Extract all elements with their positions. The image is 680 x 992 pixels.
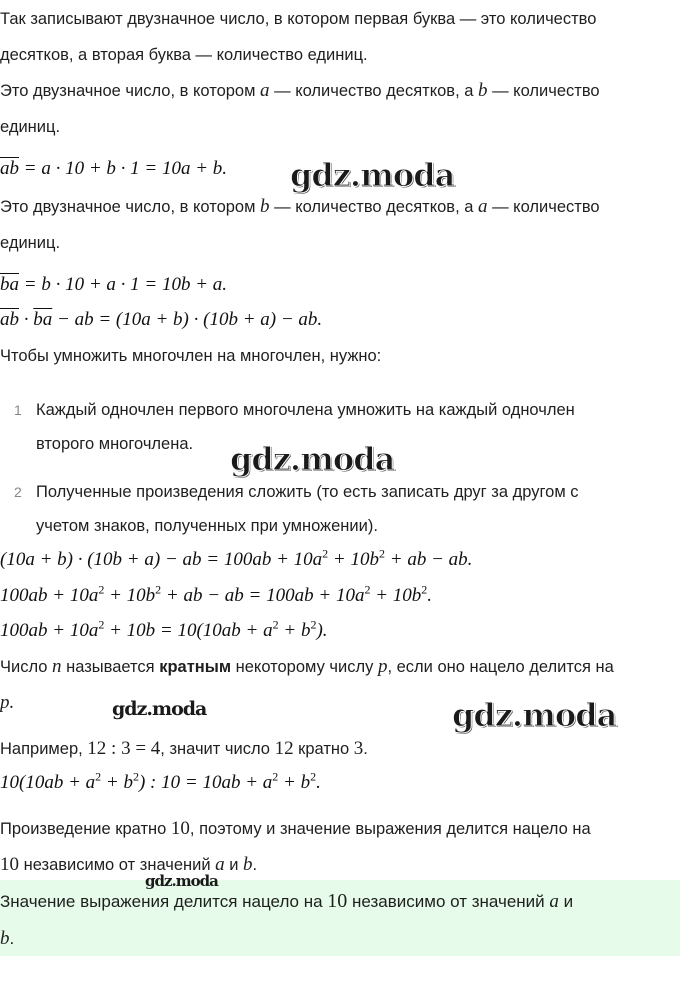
paragraph-line: Так записывают двузначное число, в котором первая буква — это количество bbox=[0, 10, 597, 28]
paragraph-line: десятков, а вторая буква — количество единиц. bbox=[0, 46, 368, 64]
equation: $100ab + 10a^2 + 10b^2$ + ab − ab = $100ab + 10a^2 + 10b^2$. bbox=[0, 582, 433, 606]
paragraph-line: Число n называется кратным некоторому числу p, если оно нацело делится на bbox=[0, 656, 614, 677]
list-number: 1 bbox=[14, 402, 22, 418]
list-item-text: учетом знаков, полученных при умножении). bbox=[36, 517, 378, 535]
watermark-logo: gdz.moda bbox=[112, 698, 207, 720]
paragraph-line: единиц. bbox=[0, 118, 61, 136]
equation: (10a + b) · (10b + a) − ab = $100ab + 10a^2 + 10b^2$ + ab − ab. bbox=[0, 546, 473, 570]
list-item-text: Полученные произведения сложить (то есть записать друг за другом с bbox=[36, 483, 579, 501]
watermark-logo: gdz.moda bbox=[452, 696, 617, 734]
equation: $\overline{ab} \cdot \overline{ba}$ − ab = (10a + b) · (10b + a) − ab. bbox=[0, 309, 323, 330]
paragraph-line: p. bbox=[0, 692, 15, 713]
watermark-logo: gdz.moda bbox=[145, 872, 218, 890]
watermark-logo: gdz.moda bbox=[290, 156, 455, 194]
paragraph-line: Например, 12 : 3 = 4, значит число 12 кратно 3. bbox=[0, 738, 368, 759]
paragraph-line: Это двузначное число, в котором b — количество десятков, а a — количество bbox=[0, 196, 600, 217]
list-item-text: Каждый одночлен первого многочлена умножить на каждый одночлен bbox=[36, 401, 575, 419]
answer-line: b. bbox=[0, 928, 15, 949]
paragraph-line: Произведение кратно 10, поэтому и значение выражения делится нацело на bbox=[0, 818, 591, 839]
paragraph-line: Это двузначное число, в котором a — количество десятков, а b — количество bbox=[0, 80, 600, 101]
equation: $100ab + 10a^2 + 10b = 10(10ab + a^2 + b^2)$. bbox=[0, 617, 328, 641]
paragraph-line: Чтобы умножить многочлен на многочлен, нужно: bbox=[0, 347, 382, 365]
equation: $10(10ab + a^2 + b^2)$ : $10 = 10ab + a^2 + b^2$. bbox=[0, 769, 321, 793]
paragraph-line: 10 независимо от значений a и b. bbox=[0, 854, 258, 875]
list-number: 2 bbox=[14, 484, 22, 500]
equation: $\overline{ba} = b \cdot 10 + a \cdot 1 = 10b + a$. bbox=[0, 274, 228, 295]
equation: $\overline{ab} = a \cdot 10 + b \cdot 1 = 10a + b$. bbox=[0, 158, 228, 179]
paragraph-line: единиц. bbox=[0, 234, 61, 252]
watermark-logo: gdz.moda bbox=[230, 440, 395, 478]
answer-box bbox=[0, 880, 680, 956]
list-item-text: второго многочлена. bbox=[36, 435, 194, 453]
answer-line: Значение выражения делится нацело на 10 независимо от значений a и bbox=[0, 890, 574, 912]
